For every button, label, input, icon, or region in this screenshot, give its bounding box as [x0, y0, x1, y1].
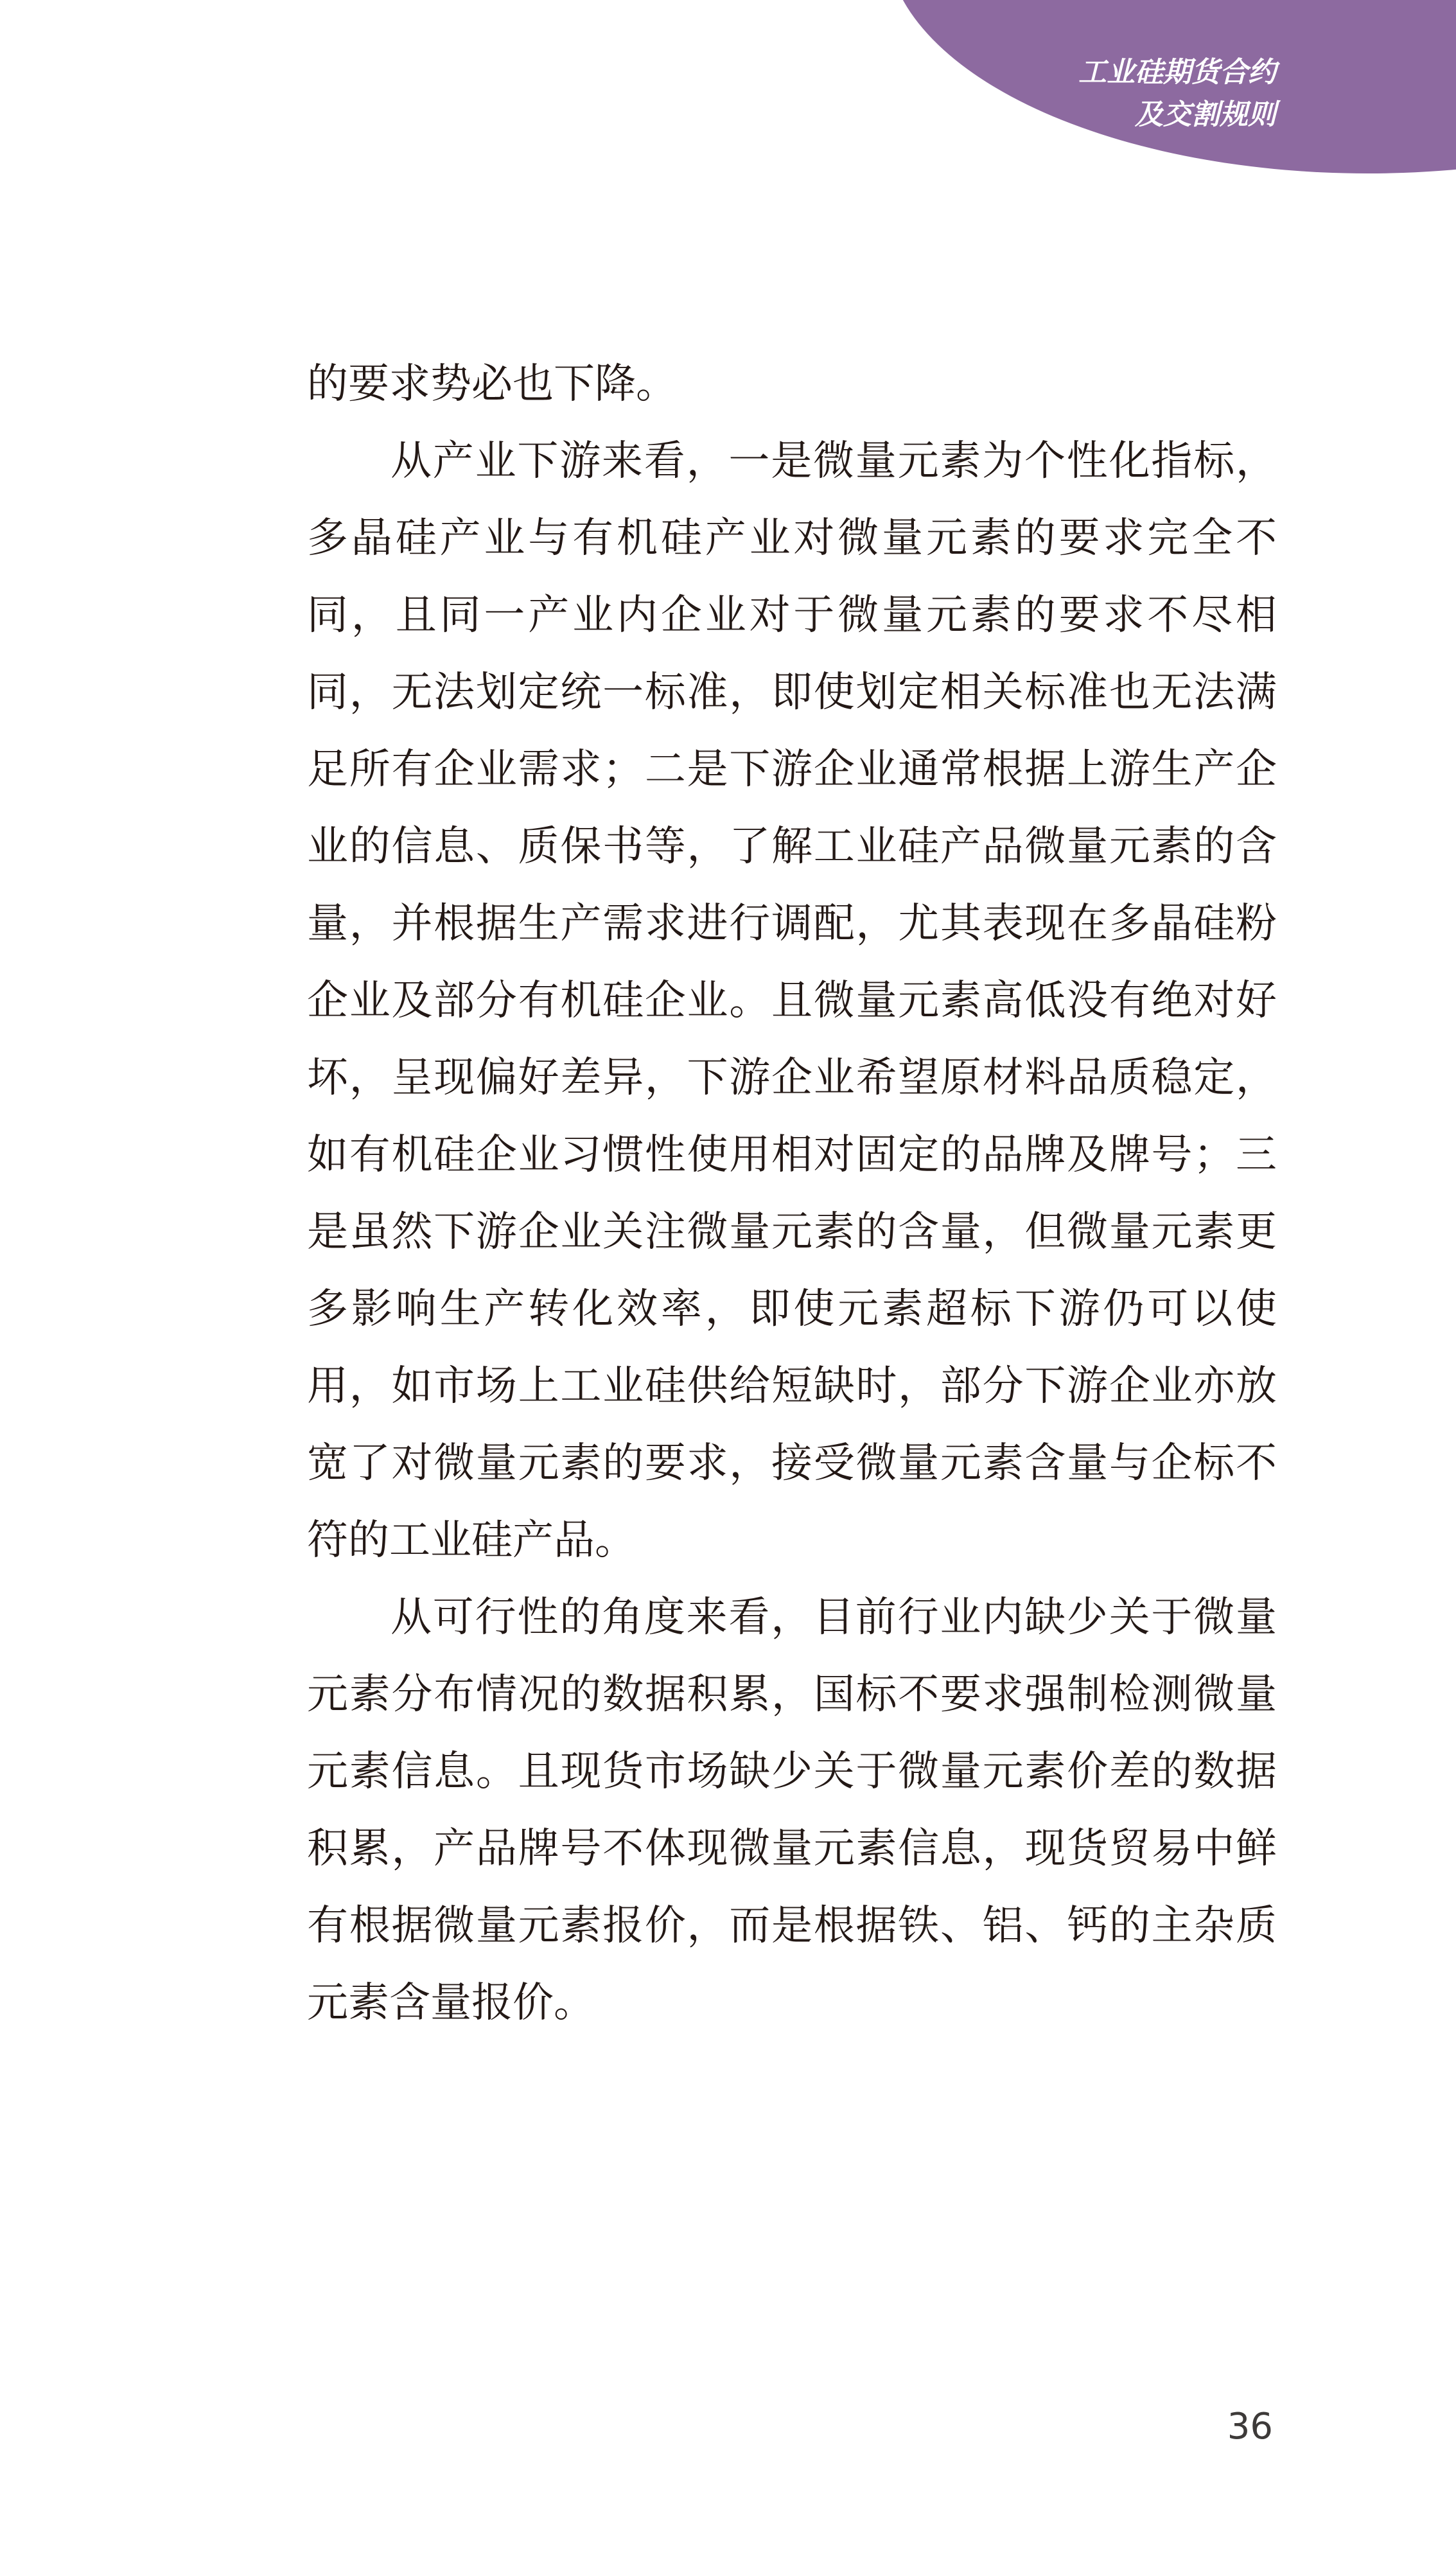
running-header-line-1: 工业硅期货合约	[1078, 56, 1276, 89]
running-header-line-2: 及交割规则	[1135, 98, 1276, 131]
paragraph-feasibility: 从可行性的角度来看，目前行业内缺少关于微量元素分布情况的数据积累，国标不要求强制检测微量元素信息。且现货市场缺少关于微量元素价差的数据积累，产品牌号不体现微量元素信息，现货贸易中鲜有根据微量元素报价，而是根据铁、铝、钙的主杂质元素含量报价。	[307, 1594, 1277, 2027]
running-header	[1078, 51, 1276, 136]
body-text	[307, 346, 1277, 2042]
paragraph-downstream: 从产业下游来看，一是微量元素为个性化指标，多晶硅产业与有机硅产业对微量元素的要求完全不同，且同一产业内企业对于微量元素的要求不尽相同，无法划定统一标准，即使划定相关标准也无法满足所有企业需求；二是下游企业通常根据上游生产企业的信息、质保书等，了解工业硅产品微量元素的含量，并根据生产需求进行调配，尤其表现在多晶硅粉企业及部分有机硅企业。且微量元素高低没有绝对好坏，呈现偏好差异，下游企业希望原材料品质稳定，如有机硅企业习惯性使用相对固定的品牌及牌号；三是虽然下游企业关注微量元素的含量，但微量元素更多影响生产转化效率，即使元素超标下游仍可以使用，如市场上工业硅供给短缺时，部分下游企业亦放宽了对微量元素的要求，接受微量元素含量与企标不符的工业硅产品。	[307, 437, 1277, 1564]
paragraph-continued: 的要求势必也下降。	[307, 360, 677, 408]
page-number: 36	[1227, 2406, 1273, 2448]
